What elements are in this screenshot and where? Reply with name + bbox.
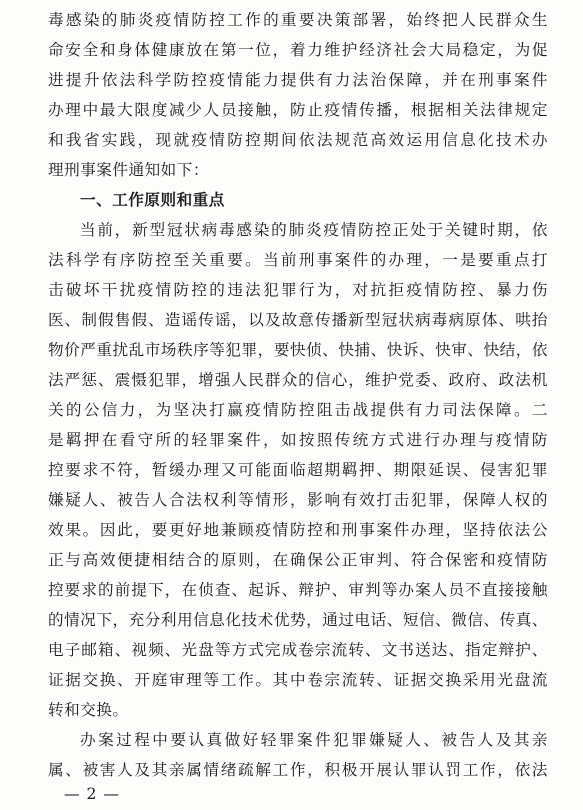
intro-line: 理刑事案件通知如下： bbox=[48, 161, 209, 179]
paragraph-line: 效果。因此，要更好地兼顾疫情防控和刑事案件办理，坚持依法公 bbox=[48, 521, 548, 539]
paragraph-line: 嫌疑人、被告人合法权利等情形，影响有效打击犯罪，保障人权的 bbox=[48, 491, 548, 509]
paragraph-line: 击破坏干扰疫情防控的违法犯罪行为，对抗拒疫情防控、暴力伤 bbox=[48, 281, 548, 299]
paragraph-line: 当前，新型冠状病毒感染的肺炎疫情防控正处于关键时期，依 bbox=[80, 221, 548, 239]
paragraph-line: 的情况下，充分利用信息化技术优势，通过电话、短信、微信、传真、 bbox=[48, 611, 548, 629]
section-heading: 一、工作原则和重点 bbox=[80, 191, 225, 209]
intro-line: 进提升依法科学防控疫情能力提供有力法治保障，并在刑事案件 bbox=[48, 71, 548, 89]
intro-line: 和我省实践，现就疫情防控期间依法规范高效运用信息化技术办 bbox=[48, 131, 548, 149]
paragraph-line: 法严惩、震慑犯罪，增强人民群众的信心，维护党委、政府、政法机 bbox=[48, 371, 548, 389]
paragraph-line: 办案过程中要认真做好轻罪案件犯罪嫌疑人、被告人及其亲 bbox=[80, 731, 548, 749]
paragraph-line: 属、被害人及其亲属情绪疏解工作，积极开展认罪认罚工作，依法 bbox=[48, 761, 548, 779]
paragraph-line: 关的公信力，为坚决打赢疫情防控阻击战提供有力司法保障。二 bbox=[48, 401, 548, 419]
paragraph-line: 是羁押在看守所的轻罪案件，如按照传统方式进行办理与疫情防 bbox=[48, 431, 548, 449]
paragraph-line: 控要求不符，暂缓办理又可能面临超期羁押、期限延误、侵害犯罪 bbox=[48, 461, 548, 479]
intro-line: 毒感染的肺炎疫情防控工作的重要决策部署，始终把人民群众生 bbox=[48, 11, 548, 29]
paragraph-line: 医、制假售假、造谣传谣，以及故意传播新型冠状病毒病原体、哄抬 bbox=[48, 311, 548, 329]
paragraph-line: 证据交换、开庭审理等工作。其中卷宗流转、证据交换采用光盘流 bbox=[48, 671, 548, 689]
paragraph-line: 正与高效便捷相结合的原则，在确保公正审判、符合保密和疫情防 bbox=[48, 551, 548, 569]
intro-line: 办理中最大限度减少人员接触，防止疫情传播，根据相关法律规定 bbox=[48, 101, 548, 119]
paragraph-line: 转和交换。 bbox=[48, 701, 129, 719]
paragraph-line: 法科学有序防控至关重要。当前刑事案件的办理，一是要重点打 bbox=[48, 251, 548, 269]
intro-line: 命安全和身体健康放在第一位，着力维护经济社会大局稳定，为促 bbox=[48, 41, 548, 59]
paragraph-line: 电子邮箱、视频、光盘等方式完成卷宗流转、文书送达、指定辩护、 bbox=[48, 641, 548, 659]
paragraph-line: 物价严重扰乱市场秩序等犯罪，要快侦、快捕、快诉、快审、快结，依 bbox=[48, 341, 548, 359]
page-number: — 2 — bbox=[64, 785, 121, 803]
paragraph-line: 控要求的前提下，在侦查、起诉、辩护、审判等办案人员不直接接触 bbox=[48, 581, 548, 599]
